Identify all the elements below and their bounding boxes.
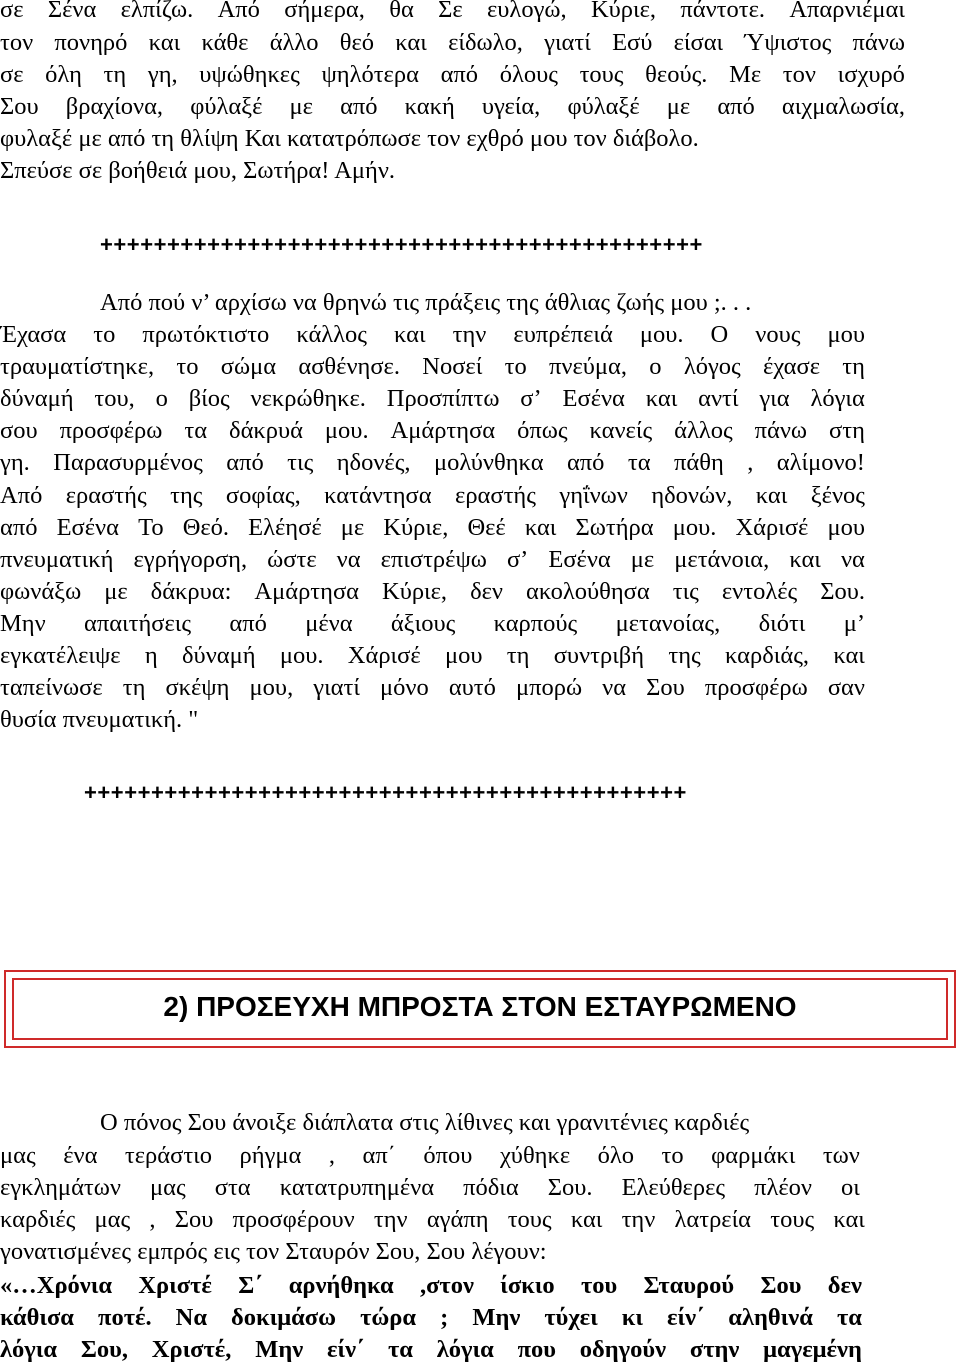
word: αυτό <box>448 674 496 701</box>
text-line <box>0 383 865 415</box>
word: κάλλος <box>296 321 368 348</box>
word: μπορώ <box>515 674 583 701</box>
word: να <box>336 546 361 573</box>
word: ξένος <box>810 482 865 509</box>
word: στα <box>214 1174 251 1201</box>
word: πάνω <box>852 29 905 56</box>
word: Το <box>138 514 164 541</box>
word: σήμερα, <box>284 0 365 23</box>
word: Αμάρτησα <box>254 578 359 605</box>
word: καρδιάς, <box>725 642 810 669</box>
text-line <box>0 91 905 123</box>
word: τα <box>387 1336 413 1363</box>
word: και <box>833 1206 865 1233</box>
word: φύλαξέ <box>567 93 640 120</box>
word: Σου <box>174 1206 214 1233</box>
word: Αμάρτησα <box>390 417 496 444</box>
word: και <box>789 546 821 573</box>
word: αιχμαλωσία, <box>781 93 905 120</box>
word: είν΄ <box>667 1304 705 1331</box>
word: τα <box>627 449 651 476</box>
word: μαγεμένη <box>763 1336 862 1363</box>
word: εραστής <box>65 482 147 509</box>
word: και <box>394 321 426 348</box>
word: Θεέ <box>467 514 506 541</box>
word: είδωλο, <box>448 29 523 56</box>
text-line <box>0 447 865 479</box>
word: πάντοτε. <box>680 0 765 23</box>
word: ασθένησε. <box>298 353 400 380</box>
word: να <box>602 674 627 701</box>
word: ; <box>440 1304 449 1331</box>
word: άλλος <box>674 417 733 444</box>
word: ώστε <box>267 546 317 573</box>
word: γη. <box>0 449 30 476</box>
word: Κύριε, <box>590 0 657 23</box>
word: με <box>666 93 691 120</box>
word: το <box>504 353 527 380</box>
word: τώρα <box>360 1304 417 1331</box>
word: ελπίζω. <box>120 0 194 23</box>
word: είν΄ <box>327 1336 365 1363</box>
word: Χάρισέ <box>735 514 809 541</box>
word: εντολές <box>721 578 798 605</box>
word: που <box>517 1336 556 1363</box>
word: βραχίονα, <box>65 93 164 120</box>
word: από <box>229 610 267 637</box>
word: θα <box>389 0 414 23</box>
word: Σου, <box>80 1336 128 1363</box>
word: Σου <box>646 674 685 701</box>
word: πνεύμα, <box>549 353 627 380</box>
word: από <box>340 93 378 120</box>
word: «…Χρόνια <box>0 1272 113 1299</box>
word: τη <box>506 642 530 669</box>
word: τα <box>836 1304 862 1331</box>
word: τη <box>842 353 865 380</box>
word: μου. <box>279 642 324 669</box>
word: μ’ <box>843 610 865 637</box>
text-line <box>0 1204 865 1236</box>
word: και <box>833 642 865 669</box>
word: Απαρνιέμαι <box>789 0 905 23</box>
word: μετάνοια, <box>674 546 770 573</box>
word: Σ΄ <box>238 1272 263 1299</box>
word: τη <box>103 61 127 88</box>
word: μου <box>444 642 483 669</box>
word: την <box>621 1206 656 1233</box>
word: Να <box>175 1304 207 1331</box>
word: πονηρό <box>54 29 128 56</box>
separator-plus-line: +++++++++++++++++++++++++++++++++++++++++++++ <box>100 232 703 257</box>
word: δάκρυα: <box>150 578 232 605</box>
word: σ’ <box>520 385 542 412</box>
text-line: Από πού ν’ αρχίσω να θρηνώ τις πράξεις της άθλιας ζωής μου ;. . . <box>100 289 752 316</box>
word: Προσπίπτω <box>386 385 500 412</box>
word: ισχυρό <box>837 61 905 88</box>
word: με <box>104 578 128 605</box>
word: μολύνθηκα <box>433 449 544 476</box>
word: από <box>226 449 264 476</box>
word: οι <box>841 1174 860 1201</box>
word: του, <box>94 385 135 412</box>
word: σου <box>0 417 38 444</box>
word: ποτέ. <box>98 1304 152 1331</box>
word: από <box>0 514 38 541</box>
word: μου <box>827 514 865 541</box>
word: επιστρέψω <box>380 546 487 573</box>
word: σοφίας, <box>225 482 301 509</box>
word: γιατί <box>313 674 360 701</box>
word: αρνήθηκα <box>288 1272 394 1299</box>
word: καρδιές <box>0 1206 76 1233</box>
word: είσαι <box>673 29 724 56</box>
word: κάθισα <box>0 1304 74 1331</box>
word: Χάρισέ <box>347 642 421 669</box>
word: συντριβή <box>553 642 645 669</box>
word: Με <box>729 61 762 88</box>
word: ηδονών, <box>651 482 733 509</box>
word: Σου. <box>547 1174 593 1201</box>
word: ψηλότερα <box>321 61 419 88</box>
word: υψώθηκες <box>199 61 300 88</box>
word: τον <box>0 29 34 56</box>
word: ακολούθησα <box>525 578 650 605</box>
word: πρωτόκτιστο <box>142 321 270 348</box>
word: τις <box>287 449 314 476</box>
word: γηΐνων <box>559 482 628 509</box>
word: κανείς <box>589 417 653 444</box>
word: και <box>755 482 788 509</box>
word: σαν <box>827 674 865 701</box>
word: Μην <box>255 1336 304 1363</box>
text-line <box>0 27 905 59</box>
word: προσφέρουν <box>232 1206 355 1233</box>
word: όλο <box>597 1142 635 1169</box>
word: προσφέρω <box>59 417 163 444</box>
text-line: Ο πόνος Σου άνοιξε διάπλατα στις λίθινες και γρανιτένιες καρδιές <box>100 1109 750 1136</box>
word: Από <box>217 0 260 23</box>
word: δάκρυά <box>229 417 303 444</box>
word: ευπρέπειά <box>513 321 613 348</box>
word: της <box>668 642 701 669</box>
text-line <box>0 512 865 544</box>
word: αγάπη <box>426 1206 489 1233</box>
word: Σωτήρα <box>575 514 654 541</box>
word: εγρήγορση, <box>133 546 248 573</box>
word: μας <box>94 1206 131 1233</box>
bold-text-line <box>0 1302 862 1334</box>
word: Ελέησέ <box>248 514 322 541</box>
word: Εσένα <box>562 385 625 412</box>
text-line <box>0 0 905 26</box>
text-line <box>0 608 865 640</box>
word: Εσύ <box>612 29 653 56</box>
word: , <box>328 1142 336 1169</box>
word: σώμα <box>220 353 277 380</box>
word: σ’ <box>506 546 529 573</box>
word: από <box>566 449 605 476</box>
word: τους <box>507 1206 552 1233</box>
word: Σου <box>0 93 39 120</box>
word: προσφέρω <box>704 674 808 701</box>
word: Χριστέ <box>138 1272 212 1299</box>
word: βίος <box>188 385 230 412</box>
word: μας <box>0 1142 36 1169</box>
word: το <box>93 321 116 348</box>
word: Ελεύθερες <box>621 1174 726 1201</box>
word: το <box>176 353 199 380</box>
word: μένα <box>305 610 353 637</box>
word: του <box>580 1272 618 1299</box>
word: Μην <box>472 1304 521 1331</box>
word: νους <box>755 321 801 348</box>
word: ο <box>649 353 662 380</box>
word: από <box>440 61 479 88</box>
word: δύναμή <box>182 642 256 669</box>
word: οδηγούν <box>579 1336 667 1363</box>
text-line: γονατισμένες εμπρός εις τον Σταυρόν Σου, Σου λέγουν: <box>0 1238 547 1265</box>
word: να <box>840 546 865 573</box>
word: κατάντησα <box>324 482 432 509</box>
word: και <box>645 385 678 412</box>
word: λατρεία <box>674 1206 752 1233</box>
text-line <box>0 640 865 672</box>
word: διότι <box>758 610 806 637</box>
word: μας <box>150 1174 186 1201</box>
word: εραστής <box>455 482 536 509</box>
text-line: θυσία πνευματική. " <box>0 706 199 733</box>
word: τη <box>122 674 146 701</box>
word: λόγια <box>0 1336 58 1363</box>
word: πλέον <box>754 1174 812 1201</box>
word: η <box>144 642 158 669</box>
word: δεν <box>470 578 503 605</box>
word: Εσένα <box>56 514 119 541</box>
separator-plus-line: +++++++++++++++++++++++++++++++++++++++++++++ <box>84 780 687 805</box>
text-line <box>0 415 865 447</box>
word: Χριστέ, <box>151 1336 232 1363</box>
word: Θεό. <box>182 514 230 541</box>
word: πόδια <box>463 1174 519 1201</box>
word: τον <box>782 61 816 88</box>
word: Από <box>0 482 43 509</box>
word: το <box>661 1142 684 1169</box>
word: φωνάξω <box>0 578 82 605</box>
text-line <box>0 576 865 608</box>
word: υγεία, <box>481 93 541 120</box>
word: αληθινά <box>728 1304 813 1331</box>
word: μετανοίας, <box>615 610 721 637</box>
word: Νοσεί <box>422 353 483 380</box>
word: εγκατέλειψε <box>0 642 121 669</box>
word: μου. <box>324 417 369 444</box>
bold-text-line <box>0 1270 862 1302</box>
section-heading: 2) ΠΡΟΣΕΥΧΗ ΜΠΡΟΣΤΑ ΣΤΟΝ ΕΣΤΑΥΡΩΜΕΝΟ <box>163 991 797 1022</box>
word: Ύψιστος <box>744 29 832 56</box>
word: κακή <box>404 93 455 120</box>
word: με <box>289 93 313 120</box>
word: την <box>373 1206 408 1233</box>
word: άλλο <box>269 29 319 56</box>
word: καρπούς <box>493 610 578 637</box>
word: για <box>759 385 790 412</box>
word: Μην <box>0 610 46 637</box>
word: στη <box>829 417 865 444</box>
word: στην <box>689 1336 740 1363</box>
word: ρήγμα <box>239 1142 302 1169</box>
word: κάθε <box>201 29 249 56</box>
word: τους <box>770 1206 815 1233</box>
word: μου <box>827 321 865 348</box>
word: όπως <box>517 417 568 444</box>
word: και <box>524 514 557 541</box>
word: ευλογώ, <box>487 0 567 23</box>
word: και <box>395 29 427 56</box>
word: ο <box>155 385 168 412</box>
word: μου. <box>672 514 717 541</box>
word: κατατρυπημένα <box>279 1174 435 1201</box>
word: ένα <box>63 1142 98 1169</box>
word: λόγος <box>683 353 741 380</box>
word: θεό <box>339 29 375 56</box>
word: με <box>340 514 365 541</box>
word: πνευματική <box>0 546 114 573</box>
word: , <box>747 449 754 476</box>
word: ταπείνωσε <box>0 674 103 701</box>
word: δεν <box>827 1272 862 1299</box>
word: δύναμή <box>0 385 74 412</box>
word: την <box>452 321 487 348</box>
word: λόγια <box>436 1336 494 1363</box>
word: ,στον <box>419 1272 474 1299</box>
word: σκέψη <box>165 674 230 701</box>
text-line: Σπεύσε σε βοήθειά μου, Σωτήρα! Αμήν. <box>0 157 396 184</box>
text-line <box>0 351 865 383</box>
bold-text-line <box>0 1334 862 1366</box>
word: και <box>570 1206 603 1233</box>
word: τις <box>672 578 699 605</box>
word: τεράστιο <box>124 1142 213 1169</box>
word: γη, <box>147 61 178 88</box>
word: Κύριε, <box>382 578 448 605</box>
word: μόνο <box>380 674 429 701</box>
word: Κύριε, <box>383 514 449 541</box>
word: των <box>822 1142 860 1169</box>
word: απαιτήσεις <box>84 610 192 637</box>
word: Παρασυρμένος <box>53 449 203 476</box>
word: Έχασα <box>0 321 67 348</box>
word: φαρμάκι <box>711 1142 796 1169</box>
text-line <box>0 672 865 704</box>
text-line: φυλαξέ με από τη θλίψη Και κατατρόπωσε τον εχθρό μου τον διάβολο. <box>0 125 699 152</box>
text-line <box>0 1172 860 1204</box>
word: Ο <box>710 321 729 348</box>
text-line <box>0 1140 860 1172</box>
text-line <box>0 59 905 91</box>
word: αντί <box>698 385 739 412</box>
word: θεούς. <box>645 61 708 88</box>
word: τύχει <box>544 1304 598 1331</box>
word: όλους <box>499 61 558 88</box>
word: σε <box>0 61 24 88</box>
word: χύθηκε <box>499 1142 571 1169</box>
word: έχασε <box>763 353 820 380</box>
text-line <box>0 544 865 576</box>
word: όπου <box>423 1142 473 1169</box>
word: απ΄ <box>362 1142 396 1169</box>
word: Σου <box>760 1272 802 1299</box>
word: Σένα <box>47 0 97 23</box>
text-line <box>0 480 865 512</box>
word: μου, <box>249 674 294 701</box>
word: με <box>630 546 655 573</box>
word: Σε <box>438 0 463 23</box>
word: όλη <box>45 61 82 88</box>
word: αλίμονο! <box>776 449 865 476</box>
word: τραυματίστηκε, <box>0 353 155 380</box>
word: κι <box>621 1304 643 1331</box>
word: εγκλημάτων <box>0 1174 121 1201</box>
word: πάθη <box>674 449 724 476</box>
word: , <box>149 1206 156 1233</box>
word: τα <box>184 417 208 444</box>
word: δοκιμάσω <box>231 1304 337 1331</box>
word: σε <box>0 0 24 23</box>
word: ηδονές, <box>336 449 411 476</box>
word: της <box>170 482 203 509</box>
word: ίσκιο <box>500 1272 555 1299</box>
word: πάνω <box>754 417 808 444</box>
word: γιατί <box>544 29 591 56</box>
word: από <box>717 93 755 120</box>
word: φύλαξέ <box>190 93 263 120</box>
word: Σταυρού <box>643 1272 735 1299</box>
word: και <box>148 29 181 56</box>
word: Εσένα <box>548 546 611 573</box>
word: τους <box>579 61 624 88</box>
text-line <box>0 319 865 351</box>
word: νεκρώθηκε. <box>250 385 366 412</box>
word: μου. <box>639 321 684 348</box>
word: λόγια <box>810 385 865 412</box>
word: άξιους <box>390 610 456 637</box>
word: Σου. <box>820 578 865 605</box>
